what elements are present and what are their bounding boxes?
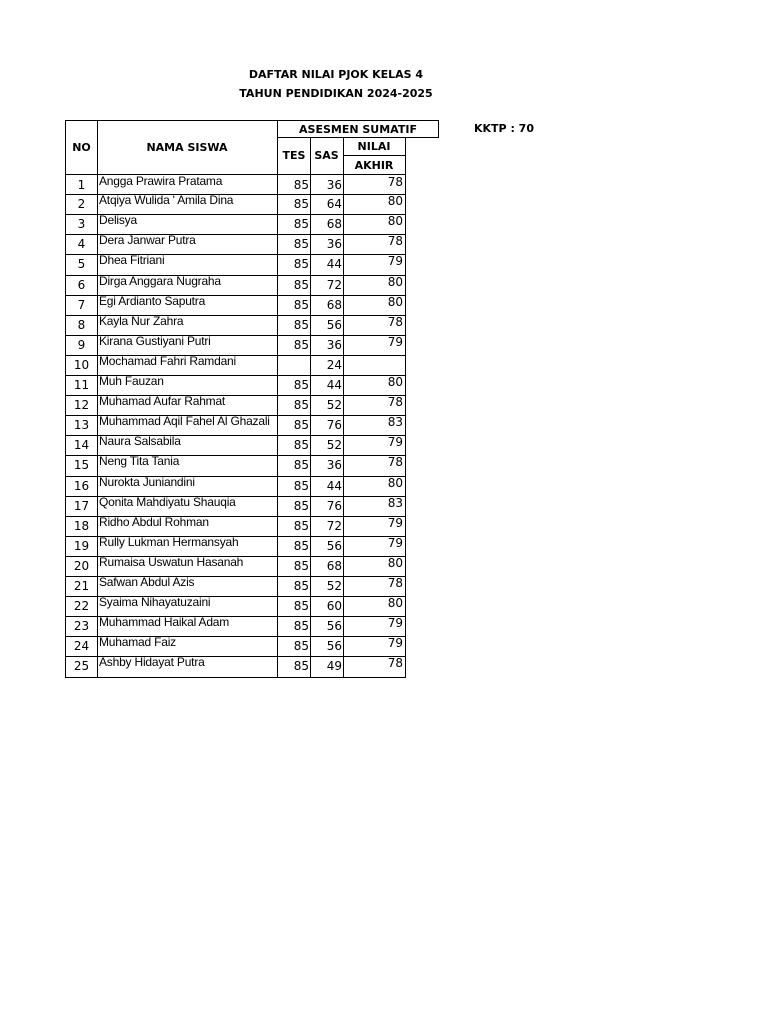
cell-sas: 44 bbox=[310, 254, 344, 276]
cell-no: 25 bbox=[65, 656, 98, 678]
cell-nama: Ashby Hidayat Putra bbox=[97, 656, 278, 678]
cell-nama: Kirana Gustiyani Putri bbox=[97, 335, 278, 356]
cell-no: 5 bbox=[65, 254, 98, 276]
cell-tes: 85 bbox=[277, 636, 311, 657]
cell-akhir: 78 bbox=[343, 315, 406, 336]
cell-akhir: 83 bbox=[343, 415, 406, 436]
cell-sas: 52 bbox=[310, 395, 344, 416]
cell-akhir: 80 bbox=[343, 214, 406, 235]
cell-nama: Mochamad Fahri Ramdani bbox=[97, 355, 278, 376]
cell-tes: 85 bbox=[277, 455, 311, 477]
cell-tes: 85 bbox=[277, 174, 311, 195]
cell-sas: 36 bbox=[310, 234, 344, 255]
cell-no: 6 bbox=[65, 275, 98, 296]
cell-nama: Safwan Abdul Azis bbox=[97, 576, 278, 597]
document-subtitle: TAHUN PENDIDIKAN 2024-2025 bbox=[239, 87, 433, 100]
cell-akhir: 78 bbox=[343, 234, 406, 255]
cell-nama: Muhamad Aufar Rahmat bbox=[97, 395, 278, 416]
cell-sas: 52 bbox=[310, 576, 344, 597]
cell-sas: 56 bbox=[310, 616, 344, 637]
cell-tes: 85 bbox=[277, 214, 311, 235]
header-nilai: NILAI bbox=[343, 137, 406, 156]
cell-nama: Atqiya Wulida ' Amila Dina bbox=[97, 194, 278, 215]
cell-akhir: 80 bbox=[343, 596, 406, 617]
cell-akhir: 78 bbox=[343, 576, 406, 597]
cell-akhir: 79 bbox=[343, 254, 406, 276]
cell-tes: 85 bbox=[277, 335, 311, 356]
cell-akhir: 79 bbox=[343, 335, 406, 356]
header-asesmen-sumatif: ASESMEN SUMATIF bbox=[277, 120, 439, 138]
cell-sas: 24 bbox=[310, 355, 344, 376]
cell-no: 9 bbox=[65, 335, 98, 356]
cell-no: 3 bbox=[65, 214, 98, 235]
cell-akhir: 80 bbox=[343, 275, 406, 296]
cell-akhir: 80 bbox=[343, 375, 406, 396]
header-no: NO bbox=[65, 120, 98, 175]
cell-no: 20 bbox=[65, 556, 98, 577]
cell-tes: 85 bbox=[277, 315, 311, 336]
cell-tes: 85 bbox=[277, 576, 311, 597]
cell-akhir: 78 bbox=[343, 656, 406, 678]
cell-nama: Dhea Fitriani bbox=[97, 254, 278, 276]
cell-akhir: 79 bbox=[343, 636, 406, 657]
cell-no: 7 bbox=[65, 295, 98, 316]
cell-tes: 85 bbox=[277, 556, 311, 577]
cell-akhir: 80 bbox=[343, 556, 406, 577]
cell-sas: 44 bbox=[310, 476, 344, 497]
cell-nama: Syaima Nihayatuzaini bbox=[97, 596, 278, 617]
cell-sas: 56 bbox=[310, 536, 344, 557]
cell-akhir: 78 bbox=[343, 174, 406, 195]
cell-akhir: 78 bbox=[343, 395, 406, 416]
cell-nama: Nurokta Juniandini bbox=[97, 476, 278, 497]
cell-sas: 68 bbox=[310, 214, 344, 235]
cell-akhir: 79 bbox=[343, 536, 406, 557]
cell-tes: 85 bbox=[277, 496, 311, 517]
cell-sas: 49 bbox=[310, 656, 344, 678]
cell-no: 16 bbox=[65, 476, 98, 497]
cell-tes: 85 bbox=[277, 596, 311, 617]
cell-no: 8 bbox=[65, 315, 98, 336]
cell-no: 4 bbox=[65, 234, 98, 255]
cell-nama: Muhammad Aqil Fahel Al Ghazali bbox=[97, 415, 278, 436]
cell-sas: 72 bbox=[310, 275, 344, 296]
cell-sas: 64 bbox=[310, 194, 344, 215]
cell-no: 18 bbox=[65, 516, 98, 537]
cell-tes: 85 bbox=[277, 254, 311, 276]
cell-no: 13 bbox=[65, 415, 98, 436]
cell-nama: Rumaisa Uswatun Hasanah bbox=[97, 556, 278, 577]
cell-no: 17 bbox=[65, 496, 98, 517]
cell-tes: 85 bbox=[277, 234, 311, 255]
cell-nama: Dirga Anggara Nugraha bbox=[97, 275, 278, 296]
header-sas: SAS bbox=[310, 137, 344, 175]
cell-sas: 36 bbox=[310, 335, 344, 356]
cell-tes: 85 bbox=[277, 194, 311, 215]
cell-akhir: 80 bbox=[343, 194, 406, 215]
cell-no: 19 bbox=[65, 536, 98, 557]
cell-tes: 85 bbox=[277, 435, 311, 456]
cell-sas: 36 bbox=[310, 174, 344, 195]
cell-nama: Delisya bbox=[97, 214, 278, 235]
cell-no: 10 bbox=[65, 355, 98, 376]
cell-no: 14 bbox=[65, 435, 98, 456]
cell-tes: 85 bbox=[277, 275, 311, 296]
cell-nama: Muh Fauzan bbox=[97, 375, 278, 396]
cell-akhir: 80 bbox=[343, 295, 406, 316]
cell-sas: 76 bbox=[310, 496, 344, 517]
cell-akhir: 80 bbox=[343, 476, 406, 497]
cell-sas: 72 bbox=[310, 516, 344, 537]
cell-akhir: 79 bbox=[343, 516, 406, 537]
cell-nama: Ridho Abdul Rohman bbox=[97, 516, 278, 537]
cell-tes: 85 bbox=[277, 516, 311, 537]
cell-akhir: 79 bbox=[343, 616, 406, 637]
cell-tes: 85 bbox=[277, 295, 311, 316]
header-tes: TES bbox=[277, 137, 311, 175]
cell-sas: 36 bbox=[310, 455, 344, 477]
cell-sas: 44 bbox=[310, 375, 344, 396]
document-title: DAFTAR NILAI PJOK KELAS 4 bbox=[248, 68, 424, 81]
cell-no: 15 bbox=[65, 455, 98, 477]
cell-sas: 56 bbox=[310, 636, 344, 657]
cell-tes: 85 bbox=[277, 536, 311, 557]
cell-sas: 68 bbox=[310, 556, 344, 577]
cell-nama: Angga Prawira Pratama bbox=[97, 174, 278, 195]
cell-nama: Muhammad Haikal Adam bbox=[97, 616, 278, 637]
cell-sas: 52 bbox=[310, 435, 344, 456]
cell-tes: 85 bbox=[277, 476, 311, 497]
cell-tes: 85 bbox=[277, 656, 311, 678]
cell-nama: Neng Tita Tania bbox=[97, 455, 278, 477]
kktp-label: KKTP : 70 bbox=[474, 122, 534, 135]
cell-akhir: 79 bbox=[343, 435, 406, 456]
cell-akhir: 83 bbox=[343, 496, 406, 517]
cell-sas: 56 bbox=[310, 315, 344, 336]
cell-no: 12 bbox=[65, 395, 98, 416]
cell-tes bbox=[277, 355, 311, 376]
cell-tes: 85 bbox=[277, 415, 311, 436]
cell-nama: Naura Salsabila bbox=[97, 435, 278, 456]
cell-tes: 85 bbox=[277, 616, 311, 637]
cell-nama: Dera Janwar Putra bbox=[97, 234, 278, 255]
cell-no: 24 bbox=[65, 636, 98, 657]
cell-no: 22 bbox=[65, 596, 98, 617]
cell-tes: 85 bbox=[277, 375, 311, 396]
cell-no: 11 bbox=[65, 375, 98, 396]
cell-no: 21 bbox=[65, 576, 98, 597]
cell-no: 23 bbox=[65, 616, 98, 637]
header-akhir: AKHIR bbox=[343, 155, 406, 175]
cell-akhir bbox=[343, 355, 406, 376]
header-nama-siswa: NAMA SISWA bbox=[97, 120, 278, 175]
cell-nama: Egi Ardianto Saputra bbox=[97, 295, 278, 316]
cell-no: 2 bbox=[65, 194, 98, 215]
cell-akhir: 78 bbox=[343, 455, 406, 477]
cell-sas: 60 bbox=[310, 596, 344, 617]
cell-nama: Kayla Nur Zahra bbox=[97, 315, 278, 336]
cell-sas: 68 bbox=[310, 295, 344, 316]
cell-tes: 85 bbox=[277, 395, 311, 416]
cell-no: 1 bbox=[65, 174, 98, 195]
cell-nama: Qonita Mahdiyatu Shauqia bbox=[97, 496, 278, 517]
cell-sas: 76 bbox=[310, 415, 344, 436]
cell-nama: Muhamad Faiz bbox=[97, 636, 278, 657]
cell-nama: Rully Lukman Hermansyah bbox=[97, 536, 278, 557]
